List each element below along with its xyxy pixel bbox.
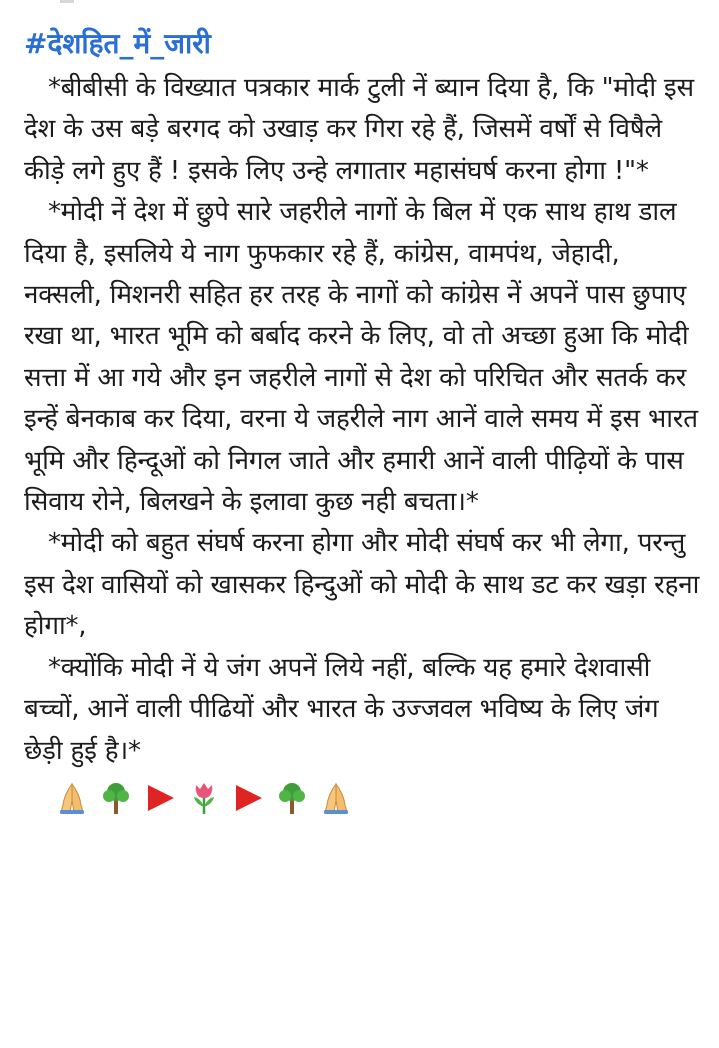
deciduous-tree-icon (272, 781, 312, 815)
play-button-icon (140, 781, 180, 815)
paragraph-4: *क्योंकि मोदी नें ये जंग अपनें लिये नहीं, बल्कि यह हमारे देशवासी बच्चों, आनें वाली पीढियों और भारत के उज्जवल भविष्य के लिए जंग छेड़ी हुई है।* (24, 652, 659, 766)
post-body (24, 24, 704, 816)
deciduous-tree-icon (96, 781, 136, 815)
paragraph-2: *मोदी नें देश में छुपे सारे जहरीले नागों के बिल में एक साथ हाथ डाल दिया है, इसलिये ये नाग फुफकार रहे हैं, कांग्रेस, वामपंथ, जेहादी, नक्सली, मिशनरी सहित हर तरह के नागों को कांग्रेस नें अपनें पास छुपाए रखा था, भारत भूमि को बर्बाद करने के लिए, वो तो अच्छा हुआ कि मोदी सत्ता में आ गये और इन जहरीले नागों से देश को परिचित और सतर्क कर इन्हें बेनकाब कर दिया, वरना ये जहरीले नाग आनें वाले समय में इस भारत भूमि और हिन्दूओं को निगल जाते और हमारी आनें वाली पीढ़ियों के पास सिवाय रोने, बिलखने के इलावा कुछ नही बचता।* (24, 197, 698, 518)
emoji-row (52, 780, 704, 816)
tulip-icon (184, 781, 224, 815)
play-button-icon (228, 781, 268, 815)
folded-hands-icon (52, 781, 92, 815)
hashtag-link[interactable]: #देशहित_में_जारी (24, 27, 211, 60)
top-edge-mark (60, 0, 74, 3)
paragraph-3: *मोदी को बहुत संघर्ष करना होगा और मोदी संघर्ष कर भी लेगा, परन्तु इस देश वासियों को खासकर हिन्दुओं को मोदी के साथ डट कर खड़ा रहना होगा*, (24, 528, 700, 642)
folded-hands-icon (316, 781, 356, 815)
paragraph-1: *बीबीसी के विख्यात पत्रकार मार्क टुली नें ब्यान दिया है, कि "मोदी इस देश के उस बड़े बरगद को उखाड़ कर गिरा रहे हैं, जिसमें वर्षों से विषैले कीड़े लगे हुए हैं ! इसके लिए उन्हे लगातार महासंघर्ष करना होगा !"* (24, 73, 694, 186)
